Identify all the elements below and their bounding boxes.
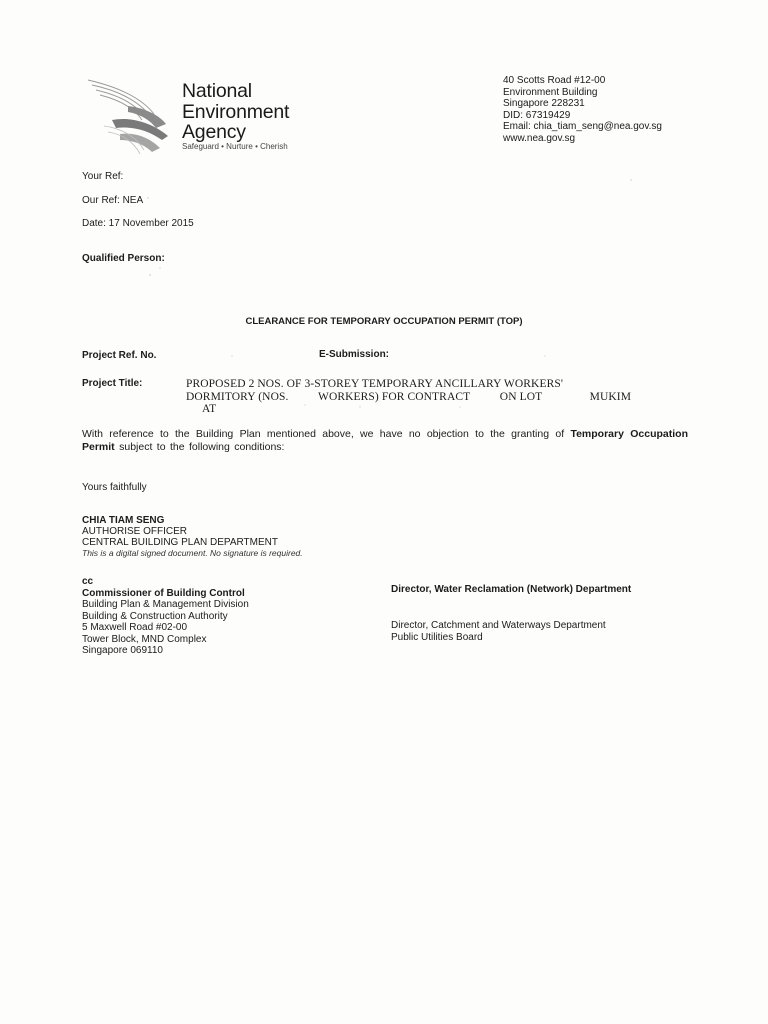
agency-tagline: Safeguard • Nurture • Cherish <box>182 142 288 151</box>
address-line: DID: 67319429 <box>503 109 571 121</box>
address-line: 40 Scotts Road #12-00 <box>503 75 606 86</box>
agency-name-line: Environment <box>182 100 290 123</box>
project-title-line: PROPOSED 2 NOS. OF 3-STOREY TEMPORARY ANCILLARY WORKERS' <box>186 378 564 390</box>
address-website[interactable]: www.nea.gov.sg <box>503 132 576 144</box>
cc-left-line: Building & Construction Authority <box>82 610 228 622</box>
cc-right-heading: Director, Water Reclamation (Network) Department <box>391 584 632 595</box>
cc-right-line: Director, Catchment and Waterways Department <box>391 620 606 631</box>
project-ref-label: Project Ref. No. <box>82 350 157 361</box>
letter-date: Date: 17 November 2015 <box>82 218 194 229</box>
signatory-position: AUTHORISE OFFICER <box>82 526 188 537</box>
esubmission-label: E-Submission: <box>319 349 390 360</box>
digital-signature-note: This is a digital signed document. No signature is required. <box>82 548 303 558</box>
cc-left-line: Building Plan & Management Division <box>82 599 249 610</box>
address-line: Environment Building <box>503 86 598 98</box>
your-ref: Your Ref: <box>82 171 124 182</box>
cc-left-line: Singapore 069110 <box>82 645 163 656</box>
agency-name-line: National <box>182 80 252 102</box>
project-title-label: Project Title: <box>82 378 143 389</box>
cc-right-line: Public Utilities Board <box>391 631 483 643</box>
document-title: CLEARANCE FOR TEMPORARY OCCUPATION PERMIT (TOP) <box>245 316 523 327</box>
agency-name-line: Agency <box>182 121 246 143</box>
qualified-person-label: Qualified Person: <box>82 253 165 264</box>
address-line: Singapore 228231 <box>503 98 585 109</box>
signatory-name: CHIA TIAM SENG <box>82 515 165 526</box>
our-ref: Our Ref: NEA <box>82 195 144 206</box>
address-email[interactable]: Email: chia_tiam_seng@nea.gov.sg <box>503 121 662 132</box>
body-text: subject to the following conditions: <box>119 441 285 453</box>
project-title-line: DORMITORY (NOS. WORKERS) FOR CONTRACT ON LOT MUKIM <box>186 390 632 403</box>
cc-left-line: Tower Block, MND Complex <box>82 633 207 645</box>
signatory-department: CENTRAL BUILDING PLAN DEPARTMENT <box>82 537 278 548</box>
cc-left-heading: Commissioner of Building Control <box>82 587 245 599</box>
closing: Yours faithfully <box>82 482 147 493</box>
body-text-bold: Temporary <box>570 428 624 440</box>
cc-label: cc <box>82 576 94 587</box>
body-text-bold: Occupation Permit <box>82 428 689 453</box>
project-title-line: AT <box>202 403 217 415</box>
cc-left-line: 5 Maxwell Road #02-00 <box>82 622 188 633</box>
body-text: With reference to the Building Plan mentioned above, we have no objection to the granting of <box>82 428 565 440</box>
